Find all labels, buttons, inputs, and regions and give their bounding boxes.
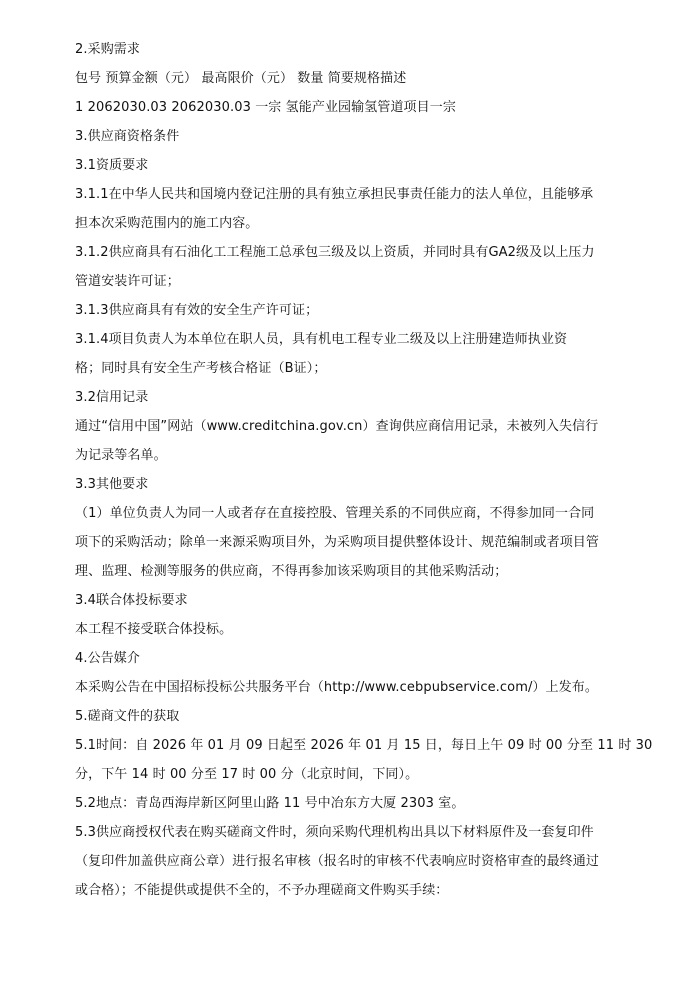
paragraph-line: 本工程不接受联合体投标。	[75, 622, 233, 637]
paragraph-line: 项下的采购活动；除单一来源采购项目外，为采购项目提供整体设计、规范编制或者项目管	[75, 535, 600, 550]
paragraph-line: 5.2地点：青岛西海岸新区阿里山路 11 号中冶东方大厦 2303 室。	[75, 796, 465, 811]
section-heading-announcement-media: 4.公告媒介	[75, 651, 141, 666]
paragraph-line: 3.1.2供应商具有石油化工工程施工总承包三级及以上资质，并同时具有GA2级及以上压力	[75, 245, 595, 260]
paragraph-line: 3.1.3供应商具有有效的安全生产许可证；	[75, 303, 319, 318]
paragraph-line: （复印件加盖供应商公章）进行报名审核（报名时的审核不代表响应时资格审查的最终通过	[75, 854, 600, 869]
paragraph-line: 5.3供应商授权代表在购买磋商文件时，须向采购代理机构出具以下材料原件及一套复印件	[75, 825, 594, 840]
paragraph-line: 5.1时间：自 2026 年 01 月 09 日起至 2026 年 01 月 15 日，每日上午 09 时 00 分至 11 时 30	[75, 738, 653, 753]
paragraph-line: 担本次采购范围内的施工内容。	[75, 216, 259, 231]
subheading-qualification-requirements: 3.1资质要求	[75, 158, 149, 173]
paragraph-line: 管道安装许可证；	[75, 274, 180, 289]
paragraph-line: 格；同时具有安全生产考核合格证（B证）；	[75, 361, 327, 376]
paragraph-line: 3.1.1在中华人民共和国境内登记注册的具有独立承担民事责任能力的法人单位，且能够承	[75, 187, 594, 202]
paragraph-line: 本采购公告在中国招标投标公共服务平台（http://www.cebpubservice.com/）上发布。	[75, 680, 598, 695]
package-table-row: 1 2062030.03 2062030.03 一宗 氢能产业园输氢管道项目一宗	[75, 100, 456, 115]
paragraph-line: 或合格）；不能提供或提供不全的，不予办理磋商文件购买手续：	[75, 883, 449, 898]
section-heading-document-acquisition: 5.磋商文件的获取	[75, 709, 180, 724]
paragraph-line: 3.1.4项目负责人为本单位在职人员，具有机电工程专业二级及以上注册建造师执业资	[75, 332, 568, 347]
package-table-header: 包号 预算金额（元） 最高限价（元） 数量 简要规格描述	[75, 71, 407, 86]
paragraph-line: 为记录等名单。	[75, 448, 167, 463]
subheading-consortium-bidding: 3.4联合体投标要求	[75, 593, 188, 608]
paragraph-line: （1）单位负责人为同一人或者存在直接控股、管理关系的不同供应商，不得参加同一合同	[75, 506, 595, 521]
paragraph-line: 通过“信用中国”网站（www.creditchina.gov.cn）查询供应商信用记录，未被列入失信行	[75, 419, 599, 434]
section-heading-supplier-qualifications: 3.供应商资格条件	[75, 129, 180, 144]
paragraph-line: 分，下午 14 时 00 分至 17 时 00 分（北京时间，下同）。	[75, 767, 419, 782]
paragraph-line: 理、监理、检测等服务的供应商，不得再参加该采购项目的其他采购活动；	[75, 564, 508, 579]
section-heading-procurement-needs: 2.采购需求	[75, 42, 141, 57]
document-body	[75, 35, 653, 905]
subheading-other-requirements: 3.3其他要求	[75, 477, 149, 492]
subheading-credit-record: 3.2信用记录	[75, 390, 149, 405]
